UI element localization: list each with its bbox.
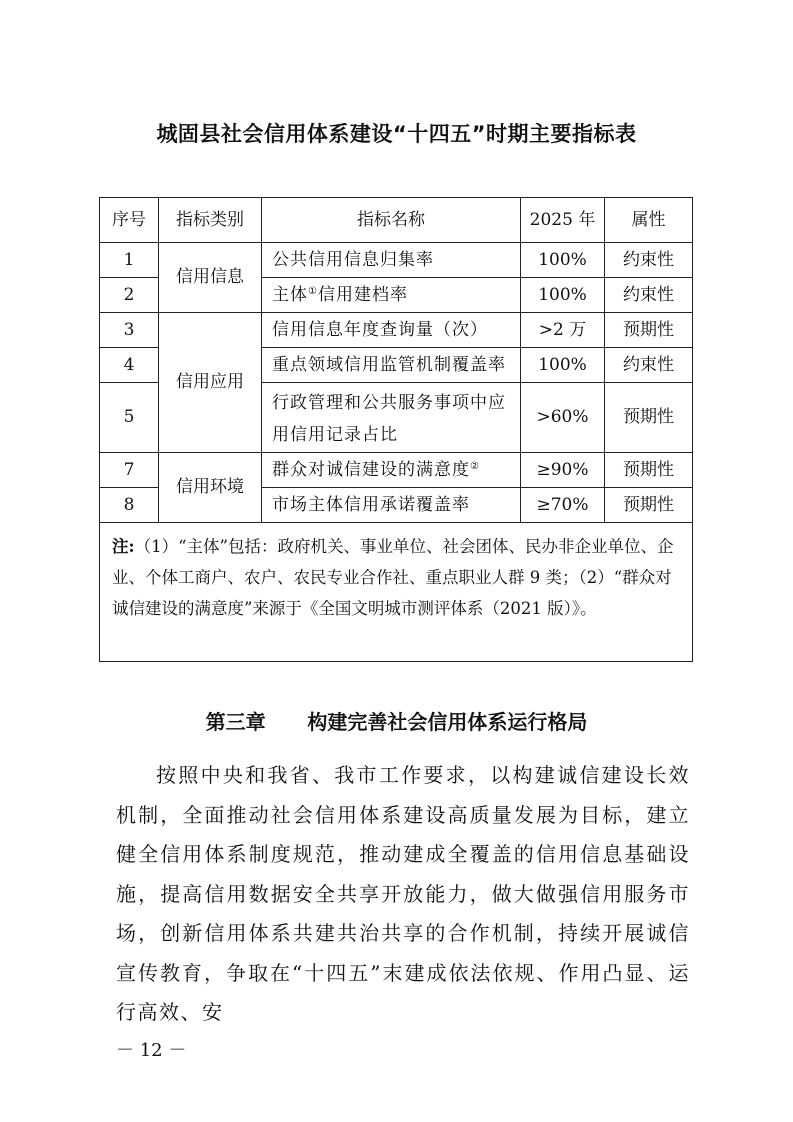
footnote-mark: ① bbox=[308, 285, 318, 297]
row-attr: 预期性 bbox=[605, 313, 693, 348]
header-target: 2025 年 bbox=[521, 198, 605, 243]
row-attr: 约束性 bbox=[605, 278, 693, 313]
note-text: （1）“主体”包括：政府机关、事业单位、社会团体、民办非企业单位、企业、个体工商户、农户、农民专业合作社、重点职业人群 9 类；（2）“群众对诚信建设的满意度”来源于《全国文明城市测评体系（2021 版）》。 bbox=[112, 537, 674, 618]
row-seq: 7 bbox=[100, 453, 159, 488]
row-target: 100% bbox=[521, 278, 605, 313]
row-target: 100% bbox=[521, 348, 605, 383]
table-row bbox=[100, 313, 693, 348]
row-seq: 8 bbox=[100, 488, 159, 523]
page-number: － 12 － bbox=[116, 1040, 187, 1061]
row-attr: 预期性 bbox=[605, 453, 693, 488]
chapter-number: 第三章 bbox=[205, 710, 266, 734]
row-seq: 4 bbox=[100, 348, 159, 383]
row-seq: 3 bbox=[100, 313, 159, 348]
row-attr: 预期性 bbox=[605, 383, 693, 453]
row-target: ≥90% bbox=[521, 453, 605, 488]
name-part: 主体 bbox=[272, 284, 308, 305]
row-name: 公共信用信息归集率 bbox=[262, 243, 521, 278]
row-name: 行政管理和公共服务事项中应用信用记录占比 bbox=[262, 383, 521, 453]
header-category: 指标类别 bbox=[159, 198, 262, 243]
header-name: 指标名称 bbox=[262, 198, 521, 243]
row-target: >2 万 bbox=[521, 313, 605, 348]
row-target: 100% bbox=[521, 243, 605, 278]
row-name: 信用信息年度查询量（次） bbox=[262, 313, 521, 348]
row-target: >60% bbox=[521, 383, 605, 453]
name-part: 群众对诚信建设的满意度 bbox=[272, 459, 470, 480]
row-attr: 预期性 bbox=[605, 488, 693, 523]
note-row bbox=[100, 523, 693, 662]
header-attr: 属性 bbox=[605, 198, 693, 243]
name-part: 信用建档率 bbox=[317, 284, 408, 305]
body-paragraph: 按照中央和我省、我市工作要求，以构建诚信建设长效机制，全面推动社会信用体系建设高质量发展为目标，建立健全信用体系制度规范，推动建成全覆盖的信用信息基础设施，提高信用数据安全共享开放能力，做大做强信用服务市场，创新信用体系共建共治共享的合作机制，持续开展诚信宣传教育，争取在“十四五”末建成依法依规、作用凸显、运行高效、安 bbox=[116, 763, 690, 1024]
footnote-mark: ② bbox=[470, 460, 480, 472]
chapter-heading bbox=[0, 706, 793, 735]
row-name bbox=[262, 453, 521, 488]
table-header-row bbox=[100, 198, 693, 243]
chapter-title: 构建完善社会信用体系运行格局 bbox=[307, 710, 588, 734]
row-attr: 约束性 bbox=[605, 348, 693, 383]
note-label: 注: bbox=[112, 537, 135, 556]
table-row bbox=[100, 453, 693, 488]
row-target: ≥70% bbox=[521, 488, 605, 523]
row-seq: 5 bbox=[100, 383, 159, 453]
row-attr: 约束性 bbox=[605, 243, 693, 278]
header-seq: 序号 bbox=[100, 198, 159, 243]
row-seq: 1 bbox=[100, 243, 159, 278]
table-note bbox=[100, 523, 693, 662]
category-env: 信用环境 bbox=[159, 453, 262, 523]
row-name bbox=[262, 278, 521, 313]
row-name: 市场主体信用承诺覆盖率 bbox=[262, 488, 521, 523]
indicator-table bbox=[99, 197, 693, 662]
category-app: 信用应用 bbox=[159, 313, 262, 453]
category-info: 信用信息 bbox=[159, 243, 262, 313]
row-seq: 2 bbox=[100, 278, 159, 313]
table-title: 城固县社会信用体系建设“十四五”时期主要指标表 bbox=[156, 122, 637, 146]
row-name: 重点领域信用监管机制覆盖率 bbox=[262, 348, 521, 383]
table-row bbox=[100, 243, 693, 278]
